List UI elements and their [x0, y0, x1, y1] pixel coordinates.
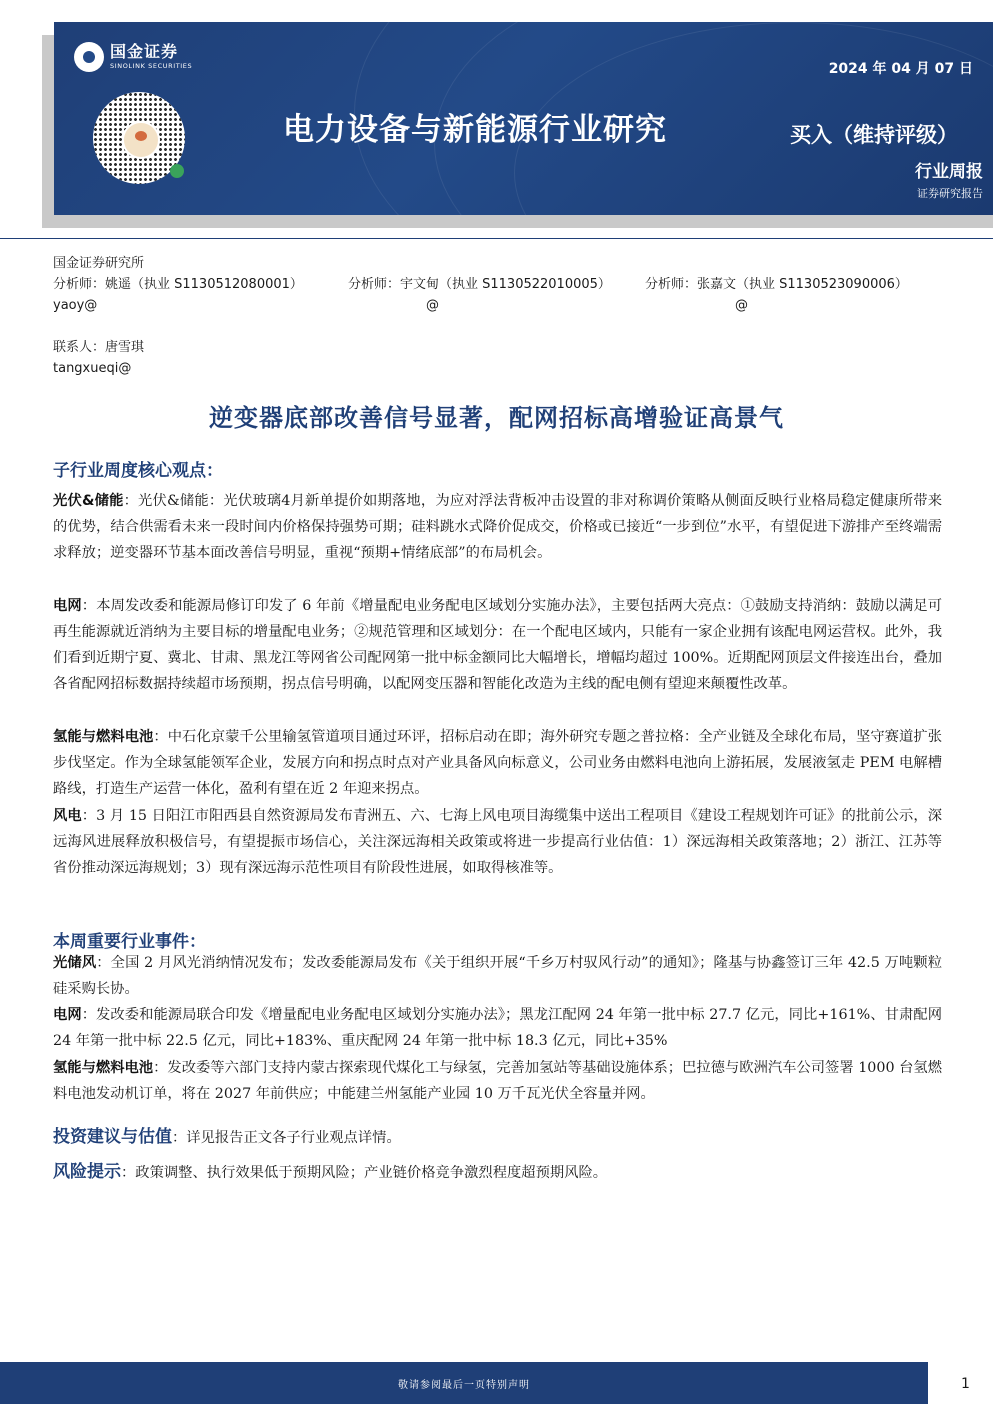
- investment-advice: [53, 1124, 942, 1151]
- analyst-1: 分析师：姚遥（执业 S1130512080001）: [53, 277, 303, 292]
- mini-program-badge-icon: [170, 164, 184, 178]
- report-type: 行业周报: [915, 162, 983, 182]
- logo-en-text: SINOLINK SECURITIES: [110, 62, 193, 71]
- hydrogen-paragraph: [53, 724, 942, 802]
- institute-name: 国金证券研究所: [53, 256, 145, 271]
- pv-text: ：光伏&储能：光伏玻璃4月新单提价如期落地，为应对浮法背板冲击设置的非对称调价策略从侧面反映行业格局稳定健康所带来的优势，结合供需看未来一段时间内价格保持强势可期；硅料跳水式降价促成交，价格或已接近“一步到位”水平，有望促进下游排产至终端需求释放；逆变器环节基本面改善信号明显，重视“预期+情绪底部”的布局机会。: [53, 493, 942, 561]
- pv-label: 光伏&储能: [53, 493, 124, 509]
- header-divider: [0, 238, 993, 239]
- grid-text: ：本周发改委和能源局修订印发了 6 年前《增量配电业务配电区域划分实施办法》，主要包括两大亮点：①鼓励支持消纳：鼓励以满足可再生能源就近消纳为主要目标的增量配电业务；②规范管理和区域划分：在一个配电区域内，只能有一家企业拥有该配电网运营权。此外，我们看到近期宁夏、冀北、甘肃、黑龙江等网省公司配网第一批中标金额同比大幅增长，增幅均超过 100%。近期配网顶层文件接连出台，叠加各省配网招标数据持续超市场预期，拐点信号明确，以配网变压器和智能化改造为主线的配电侧有望迎来颠覆性改革。: [53, 598, 943, 692]
- report-class: 证券研究报告: [917, 187, 983, 200]
- analyst-1-email[interactable]: yaoy@: [53, 298, 98, 313]
- event-2-label: 电网: [53, 1007, 82, 1023]
- core-views-heading: 子行业周度核心观点：: [53, 461, 223, 481]
- events-heading: 本周重要行业事件：: [53, 932, 206, 952]
- wind-label: 风电: [53, 808, 82, 824]
- grid-paragraph: [53, 593, 942, 697]
- industry-title: 电力设备与新能源行业研究: [283, 112, 667, 148]
- analyst-3: 分析师：张嘉文（执业 S1130523090006）: [645, 277, 908, 292]
- investment-label: 投资建议与估值: [53, 1127, 172, 1147]
- analyst-2: 分析师：宇文甸（执业 S1130522010005）: [348, 277, 611, 292]
- analyst-2-email[interactable]: @: [426, 298, 439, 313]
- wind-paragraph: [53, 803, 942, 881]
- event-solar-storage-wind: [53, 950, 942, 1002]
- wind-text: ：3 月 15 日阳江市阳西县自然资源局发布青洲五、六、七海上风电项目海缆集中送出工程项目《建设工程规划许可证》的批前公示，深远海风进展释放积极信号，有望提振市场信心，关注深远海相关政策或将进一步提高行业估值：1）深远海相关政策落地；2）浙江、江苏等省份推动深远海规划；3）现有深远海示范性项目有阶段性进展，如取得核准等。: [53, 808, 943, 876]
- contact-email[interactable]: tangxueqi@: [53, 361, 132, 376]
- event-grid: [53, 1002, 942, 1054]
- footer-notice: 敬请参阅最后一页特别声明: [398, 1380, 530, 1391]
- contact-person: 联系人：唐雪琪: [53, 340, 145, 355]
- grid-label: 电网: [53, 598, 82, 614]
- company-logo: [74, 42, 192, 72]
- analyst-3-email[interactable]: @: [735, 298, 748, 313]
- report-date: 2024 年 04 月 07 日: [828, 61, 973, 77]
- risk-warning: [53, 1159, 942, 1186]
- hydrogen-text: ：中石化京蒙千公里输氢管道项目通过环评，招标启动在即；海外研究专题之普拉格：全产业链及全球化布局，坚守赛道扩张步伐坚定。作为全球氢能领军企业，发展方向和拐点时点对产业具备风向标意义，公司业务由燃料电池向上游拓展，发展液氢走 PEM 电解槽路线，打造生产运营一体化，盈利有望在近 2 年迎来拐点。: [53, 729, 942, 797]
- logo-mark-icon: [74, 42, 104, 72]
- risk-text: ：政策调整、执行效果低于预期风险；产业链价格竞争激烈程度超预期风险。: [121, 1165, 608, 1181]
- event-3-label: 氢能与燃料电池: [53, 1060, 154, 1076]
- event-3-text: ：发改委等六部门支持内蒙古探索现代煤化工与绿氢，完善加氢站等基础设施体系；巴拉德与欧洲汽车公司签署 1000 台氢燃料电池发动机订单，将在 2027 年前供应；中能建兰州氢能产业园 10 万千瓦光伏全容量并网。: [53, 1060, 943, 1102]
- investment-text: ：详见报告正文各子行业观点详情。: [172, 1130, 401, 1146]
- event-1-label: 光储风: [53, 955, 97, 971]
- page-number: 1: [961, 1376, 970, 1392]
- risk-label: 风险提示: [53, 1162, 121, 1182]
- event-2-text: ：发改委和能源局联合印发《增量配电业务配电区域划分实施办法》；黑龙江配网 24 年第一批中标 27.7 亿元，同比+161%、甘肃配网 24 年第一批中标 22.5 亿元，同比+183%、重庆配网 24 年第一批中标 18.3 亿元，同比+35%: [53, 1007, 942, 1049]
- hydrogen-label: 氢能与燃料电池: [53, 729, 154, 745]
- logo-cn-text: 国金证券: [110, 42, 179, 62]
- event-hydrogen: [53, 1055, 942, 1107]
- rating-badge: 买入（维持评级）: [790, 123, 958, 147]
- event-1-text: ：全国 2 月风光消纳情况发布；发改委能源局发布《关于组织开展“千乡万村驭风行动”的通知》；隆基与协鑫签订三年 42.5 万吨颗粒硅采购长协。: [53, 955, 943, 997]
- report-main-title: 逆变器底部改善信号显著，配网招标高增验证高景气: [209, 404, 784, 432]
- pv-storage-paragraph: [53, 488, 942, 566]
